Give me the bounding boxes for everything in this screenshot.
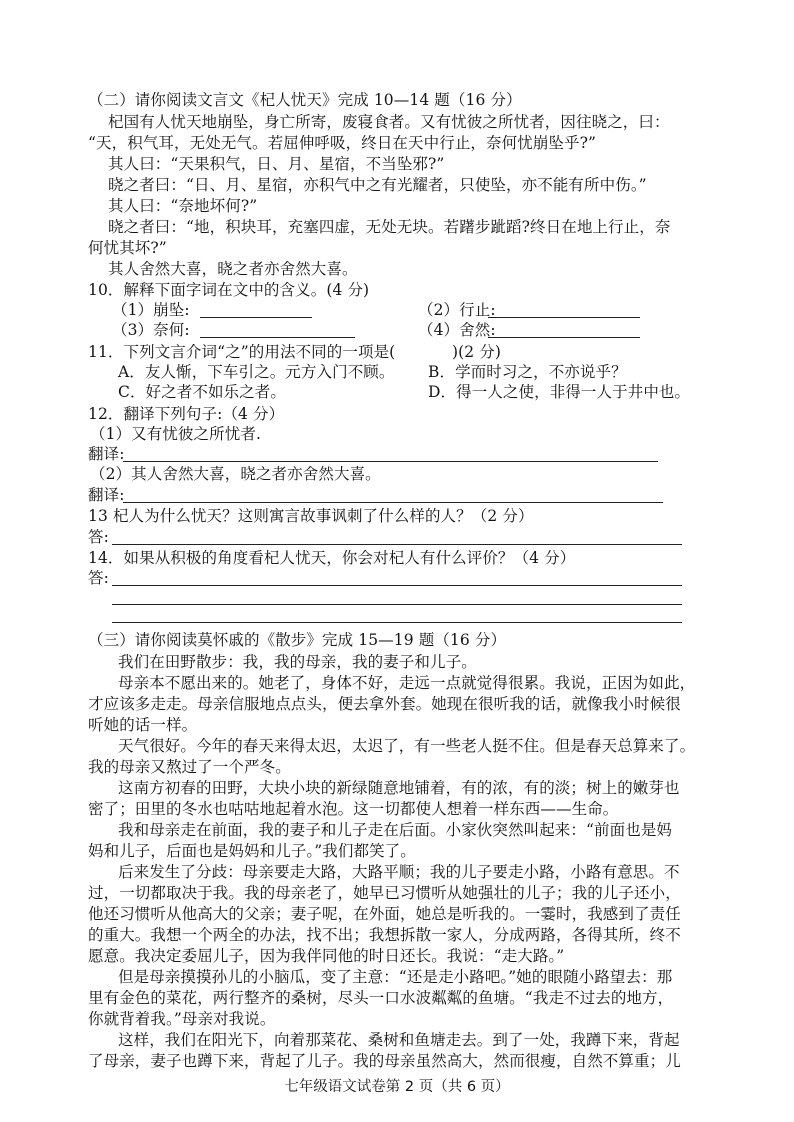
passage-line: 里有金色的菜花，两行整齐的桑树，尽头一口水波粼粼的鱼塘。“我走不过去的地方， (88, 989, 674, 1007)
q12-stem: 12．翻译下列句子:（4 分） (88, 405, 285, 423)
q10-stem: 10．解释下面字词在文中的含义。(4 分) (88, 281, 370, 299)
answer-line[interactable] (488, 317, 640, 318)
answer-line[interactable] (123, 461, 658, 462)
answer-line[interactable] (488, 337, 640, 338)
passage-line: 后来发生了分歧：母亲要走大路，大路平顺；我的儿子要走小路，小路有意思。不 (118, 863, 680, 881)
passage-line: 妈和儿子，后面也是妈妈和儿子。”我们都笑了。 (88, 842, 416, 860)
passage-line: 晓之者曰：“地，积块耳，充塞四虚，无处无块。若躇步跐蹈?终日在地上行止，奈 (108, 218, 671, 236)
passage-line: 晓之者曰：“日、月、星宿，亦积气中之有光耀者，只使坠，亦不能有所中伤。” (108, 176, 647, 194)
q10-item-2: （2）行止: (418, 301, 496, 319)
answer-line[interactable] (200, 317, 312, 318)
passage-line: 其人舍然大喜，晓之者亦舍然大喜。 (108, 260, 358, 278)
q11-stem: 11．下列文言介词“之”的用法不同的一项是( (88, 343, 396, 361)
answer-line[interactable] (112, 622, 682, 623)
q11-option-a: A．友人惭，下车引之。元方入门不顾。 (118, 363, 395, 381)
answer-line[interactable] (112, 604, 682, 605)
passage-line: 你就背着我。”母亲对我说。 (88, 1010, 276, 1028)
q13-stem: 13 杞人为什么忧天？这则寓言故事讽刺了什么样的人？（2 分） (88, 507, 534, 525)
passage-line: 其人曰：“天果积气，日、月、星宿，不当坠邪?” (108, 155, 445, 173)
passage-line: 这样，我们在阳光下，向着那菜花、桑树和鱼塘走去。到了一处，我蹲下来，背起 (118, 1031, 680, 1049)
passage-line: 过，一切都取决于我。我的母亲老了，她早已习惯听从她强壮的儿子；我的儿子还小， (88, 884, 681, 902)
q12-translate-label-2: 翻译: (88, 486, 125, 504)
section3-heading: （三）请你阅读莫怀戚的《散步》完成 15—19 题（16 分） (88, 631, 507, 649)
passage-line: 这南方初春的田野，大块小块的新绿随意地铺着，有的浓，有的淡；树上的嫩芽也 (118, 779, 680, 797)
passage-line: 密了；田里的冬水也咕咕地起着水泡。这一切都使人想着一样东西——生命。 (88, 800, 619, 818)
passage-line: 其人曰：“奈地坏何?” (108, 197, 258, 215)
passage-line: 听她的话一样。 (88, 716, 198, 734)
q14-answer-label: 答: (88, 569, 109, 587)
section2-heading: （二）请你阅读文言文《杞人忧天》完成 10—14 题（16 分） (88, 91, 522, 109)
q12-translate-label-1: 翻译: (88, 445, 125, 463)
passage-line: 母亲本不愿出来的。她老了，身体不好，走远一点就觉得很累。我说，正因为如此， (118, 674, 696, 692)
passage-line: 我们在田野散步：我，我的母亲，我的妻子和儿子。 (118, 653, 477, 671)
q10-item-3: （3）奈何: (112, 321, 190, 339)
passage-line: 的重大。我想一个两全的办法，找不出；我想拆散一家人，分成两路，各得其所，终不 (88, 926, 681, 944)
passage-line: 何忧其坏?” (88, 239, 167, 257)
passage-line: 我和母亲走在前面，我的妻子和儿子走在后面。小家伙突然叫起来：“前面也是妈 (118, 821, 673, 839)
q13-answer-label: 答: (88, 528, 109, 546)
answer-line[interactable] (123, 502, 663, 503)
answer-line[interactable] (112, 544, 682, 545)
passage-line: 天气很好。今年的春天来得太迟，太迟了，有一些老人挺不住。但是春天总算来了。 (118, 737, 696, 755)
passage-line: “天，积气耳，无处无气。若屈伸呼吸，终日在天中行止，奈何忧崩坠乎?” (88, 134, 597, 152)
answer-line[interactable] (200, 337, 355, 338)
q11-option-b: B．学而时习之，不亦说乎？ (428, 363, 627, 381)
q11-option-d: D．得一人之使，非得一人于井中也。 (428, 383, 691, 401)
q11-option-c: C．好之者不如乐之者。 (118, 383, 286, 401)
passage-line: 了母亲，妻子也蹲下来，背起了儿子。我的母亲虽然高大，然而很瘦，自然不算重；儿 (88, 1052, 681, 1070)
page-footer: 七年级语文试卷第 2 页（共 6 页） (284, 1079, 510, 1095)
passage-line: 但是母亲摸摸孙儿的小脑瓜，变了主意：“还是走小路吧。”她的眼随小路望去：那 (118, 968, 673, 986)
passage-line: 杞国有人忧天地崩坠，身亡所寄，废寝食者。又有忧彼之所忧者，因往晓之，曰： (108, 113, 670, 131)
q14-stem: 14．如果从积极的角度看杞人忧天，你会对杞人有什么评价？（4 分） (88, 549, 576, 567)
passage-line: 他还习惯听从他高大的父亲；妻子呢，在外面，她总是听我的。一霎时，我感到了责任 (88, 905, 681, 923)
answer-line[interactable] (112, 585, 682, 586)
q11-score: )(2 分) (452, 343, 502, 361)
q10-item-4: （4）舍然: (418, 321, 496, 339)
q12-sentence-2: （2）其人舍然大喜，晓之者亦舍然大喜。 (90, 465, 381, 483)
q10-item-1: （1）崩坠: (112, 301, 190, 319)
passage-line: 才应该多走走。母亲信服地点点头，便去拿外套。她现在很听我的话，就像我小时候很 (88, 695, 681, 713)
passage-line: 愿意。我决定委屈儿子，因为我伴同他的时日还长。我说：“走大路。” (88, 947, 565, 965)
q12-sentence-1: （1）又有忧彼之所忧者. (90, 425, 261, 443)
passage-line: 我的母亲又熬过了一个严冬。 (88, 758, 291, 776)
